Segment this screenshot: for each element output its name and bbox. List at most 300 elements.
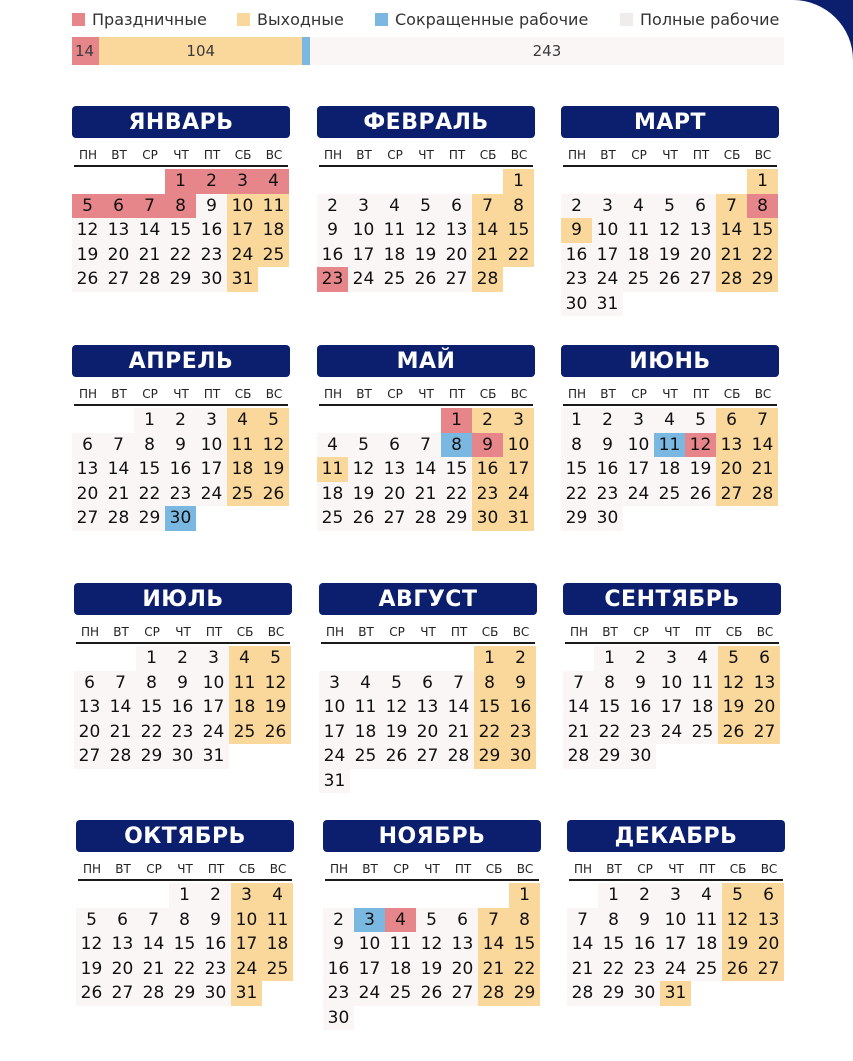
day-cell: 6 (685, 194, 716, 219)
day-cell: 12 (381, 695, 412, 720)
month-title: ОКТЯБРЬ (76, 820, 294, 852)
day-cell: 25 (654, 482, 685, 507)
weekday-divider (319, 165, 533, 167)
weekday-label: ВС (265, 148, 283, 162)
day-cell: 18 (687, 695, 718, 720)
day-cell: 15 (509, 932, 540, 957)
month-8 (319, 583, 537, 803)
weekday-label: СБ (238, 862, 256, 876)
day-cell: 23 (323, 981, 354, 1006)
day-cell: 23 (472, 482, 503, 507)
day-cell: 13 (72, 457, 103, 482)
day-cell: 9 (196, 194, 227, 219)
legend-label: Праздничные (92, 9, 207, 29)
day-cell: 22 (509, 957, 540, 982)
day-cell: 12 (260, 671, 291, 696)
day-cell: 13 (685, 218, 716, 243)
legend-swatch (237, 13, 250, 26)
day-cell: 11 (691, 908, 722, 933)
day-cell: 27 (103, 267, 134, 292)
weekday-label: СБ (479, 387, 497, 401)
weekday-label: ВТ (600, 387, 616, 401)
weekday-label: ВТ (358, 625, 374, 639)
day-cell: 21 (138, 957, 169, 982)
day-cell: 23 (629, 957, 660, 982)
weekday-label: СР (146, 862, 162, 876)
month-title: ЯНВАРЬ (72, 106, 290, 138)
day-cell: 4 (654, 408, 685, 433)
day-cell: 29 (594, 744, 625, 769)
day-cell: 16 (167, 695, 198, 720)
weekday-label: СР (142, 148, 158, 162)
month-title: ДЕКАБРЬ (567, 820, 785, 852)
day-cell: 2 (165, 408, 196, 433)
day-cell: 20 (447, 957, 478, 982)
month-6 (561, 345, 779, 565)
summary-segment-label: 104 (186, 42, 216, 60)
weekday-label: ВТ (111, 148, 127, 162)
legend-swatch (375, 13, 388, 26)
day-cell: 25 (262, 957, 293, 982)
day-cell: 12 (258, 433, 289, 458)
day-cell: 15 (474, 695, 505, 720)
day-cell: 19 (258, 457, 289, 482)
day-cell: 12 (72, 218, 103, 243)
day-cell: 25 (350, 744, 381, 769)
day-cell: 5 (410, 194, 441, 219)
day-cell: 25 (385, 981, 416, 1006)
day-cell: 10 (354, 932, 385, 957)
weekday-label: ПН (323, 387, 343, 401)
day-cell: 20 (753, 932, 784, 957)
day-cell: 3 (623, 408, 654, 433)
days-summary-bar (72, 37, 784, 65)
weekday-label: ПТ (203, 148, 221, 162)
day-cell: 8 (509, 908, 540, 933)
day-cell: 29 (169, 981, 200, 1006)
day-cell: 24 (660, 957, 691, 982)
day-cell: 19 (76, 957, 107, 982)
day-cell: 28 (134, 267, 165, 292)
day-cell: 2 (317, 194, 348, 219)
day-cell: 3 (660, 883, 691, 908)
day-cell: 11 (379, 218, 410, 243)
day-cell: 11 (258, 194, 289, 219)
weekday-label: СБ (481, 625, 499, 639)
day-cell: 28 (563, 744, 594, 769)
month-title: МАРТ (561, 106, 779, 138)
day-cell: 22 (561, 482, 592, 507)
month-title: АПРЕЛЬ (72, 345, 290, 377)
day-cell: 24 (348, 267, 379, 292)
day-cell: 19 (718, 695, 749, 720)
day-cell: 10 (319, 695, 350, 720)
day-cell: 15 (747, 218, 778, 243)
weekday-label: СР (631, 387, 647, 401)
day-cell: 24 (623, 482, 654, 507)
day-cell: 22 (134, 482, 165, 507)
day-cell: 22 (474, 720, 505, 745)
weekday-label: ЧТ (424, 862, 440, 876)
legend-item-full-workdays (620, 8, 779, 30)
day-cell: 5 (718, 646, 749, 671)
day-cell: 22 (165, 243, 196, 268)
weekday-divider (76, 642, 290, 644)
day-cell: 11 (262, 908, 293, 933)
month-title: НОЯБРЬ (323, 820, 541, 852)
month-title: АВГУСТ (319, 583, 537, 615)
day-cell: 18 (623, 243, 654, 268)
day-cell: 28 (747, 482, 778, 507)
weekday-label: ПН (329, 862, 349, 876)
day-cell: 15 (441, 457, 472, 482)
day-cell: 21 (472, 243, 503, 268)
day-cell: 4 (385, 908, 416, 933)
weekday-label: ЧТ (175, 625, 191, 639)
summary-segment (302, 37, 310, 65)
weekday-label: ВТ (113, 625, 129, 639)
day-cell: 20 (412, 720, 443, 745)
weekday-divider (563, 165, 777, 167)
day-cell: 30 (592, 506, 623, 531)
day-cell: 8 (169, 908, 200, 933)
legend-item-holidays (72, 8, 207, 30)
day-cell: 18 (654, 457, 685, 482)
day-cell: 16 (592, 457, 623, 482)
day-cell: 27 (107, 981, 138, 1006)
day-cell: 2 (505, 646, 536, 671)
day-cell: 7 (410, 433, 441, 458)
day-cell: 4 (229, 646, 260, 671)
weekday-label: СБ (479, 148, 497, 162)
day-cell: 19 (381, 720, 412, 745)
day-cell: 17 (503, 457, 534, 482)
day-cell: 24 (503, 482, 534, 507)
day-cell: 2 (323, 908, 354, 933)
weekday-label: ВС (265, 387, 283, 401)
day-cell: 30 (200, 981, 231, 1006)
day-cell: 27 (749, 720, 780, 745)
legend-item-short-workdays (375, 8, 588, 30)
weekday-label: ВС (510, 387, 528, 401)
day-cell: 16 (505, 695, 536, 720)
weekday-label: ВС (267, 625, 285, 639)
day-cell: 10 (231, 908, 262, 933)
day-cell: 28 (472, 267, 503, 292)
day-cell: 30 (323, 1006, 354, 1031)
day-cell: 28 (410, 506, 441, 531)
weekday-label: СР (144, 625, 160, 639)
day-cell: 7 (478, 908, 509, 933)
weekday-label: ВС (760, 862, 778, 876)
day-cell: 26 (410, 267, 441, 292)
day-cell: 8 (134, 433, 165, 458)
day-cell: 26 (654, 267, 685, 292)
weekday-label: ПН (78, 148, 98, 162)
day-cell: 27 (685, 267, 716, 292)
day-cell: 24 (656, 720, 687, 745)
month-10 (76, 820, 294, 1040)
weekday-label: СБ (729, 862, 747, 876)
day-cell: 18 (262, 932, 293, 957)
weekday-label: ПТ (450, 625, 468, 639)
day-cell: 5 (260, 646, 291, 671)
day-cell: 11 (227, 433, 258, 458)
weekday-label: СБ (725, 625, 743, 639)
day-cell: 14 (567, 932, 598, 957)
day-cell: 10 (198, 671, 229, 696)
day-cell: 30 (629, 981, 660, 1006)
day-cell: 3 (196, 408, 227, 433)
day-cell: 27 (74, 744, 105, 769)
day-cell: 28 (567, 981, 598, 1006)
day-cell: 21 (716, 243, 747, 268)
day-cell: 22 (441, 482, 472, 507)
day-cell: 19 (722, 932, 753, 957)
day-cell: 1 (441, 408, 472, 433)
day-cell: 24 (231, 957, 262, 982)
day-cell: 6 (379, 433, 410, 458)
day-cell: 7 (747, 408, 778, 433)
day-cell: 1 (169, 883, 200, 908)
day-cell: 5 (381, 671, 412, 696)
weekday-divider (74, 165, 288, 167)
day-cell: 10 (656, 671, 687, 696)
day-cell: 24 (319, 744, 350, 769)
day-cell: 17 (198, 695, 229, 720)
day-cell: 29 (747, 267, 778, 292)
day-cell: 20 (74, 720, 105, 745)
day-cell: 16 (323, 957, 354, 982)
day-cell: 29 (598, 981, 629, 1006)
month-12 (567, 820, 785, 1040)
weekday-label: СБ (485, 862, 503, 876)
day-cell: 25 (379, 267, 410, 292)
day-cell: 30 (196, 267, 227, 292)
day-cell: 28 (716, 267, 747, 292)
day-cell: 14 (134, 218, 165, 243)
day-cell: 25 (623, 267, 654, 292)
day-cell: 15 (598, 932, 629, 957)
day-cell: 26 (416, 981, 447, 1006)
day-cell: 13 (716, 433, 747, 458)
weekday-divider (565, 642, 779, 644)
day-cell: 1 (594, 646, 625, 671)
day-cell: 21 (134, 243, 165, 268)
day-cell: 10 (623, 433, 654, 458)
day-cell: 6 (716, 408, 747, 433)
day-cell: 18 (258, 218, 289, 243)
day-cell: 19 (416, 957, 447, 982)
day-cell: 5 (348, 433, 379, 458)
day-cell: 11 (654, 433, 685, 458)
day-cell: 15 (165, 218, 196, 243)
day-cell: 9 (200, 908, 231, 933)
month-2 (317, 106, 535, 326)
day-cell: 18 (385, 957, 416, 982)
day-cell: 26 (72, 267, 103, 292)
day-cell: 13 (107, 932, 138, 957)
day-cell: 3 (231, 883, 262, 908)
day-cell: 6 (447, 908, 478, 933)
day-cell: 18 (317, 482, 348, 507)
day-cell: 19 (654, 243, 685, 268)
weekday-label: ПТ (694, 625, 712, 639)
legend-label: Сокращенные рабочие (395, 9, 589, 29)
day-cell: 23 (196, 243, 227, 268)
day-cell: 9 (625, 671, 656, 696)
weekday-divider (78, 879, 292, 881)
day-cell: 20 (441, 243, 472, 268)
day-cell: 20 (749, 695, 780, 720)
day-cell: 6 (753, 883, 784, 908)
day-cell: 27 (447, 981, 478, 1006)
day-cell: 15 (134, 457, 165, 482)
day-cell: 3 (503, 408, 534, 433)
day-cell: 12 (348, 457, 379, 482)
summary-segment-label: 243 (532, 42, 562, 60)
day-cell: 21 (410, 482, 441, 507)
day-cell: 25 (258, 243, 289, 268)
day-cell: 26 (260, 720, 291, 745)
day-cell: 16 (196, 218, 227, 243)
day-cell: 24 (354, 981, 385, 1006)
weekday-label: ВТ (362, 862, 378, 876)
day-cell: 27 (716, 482, 747, 507)
day-cell: 26 (685, 482, 716, 507)
day-cell: 21 (105, 720, 136, 745)
weekday-label: СР (142, 387, 158, 401)
weekday-label: ВТ (115, 862, 131, 876)
day-cell: 7 (563, 671, 594, 696)
weekday-label: ПТ (203, 387, 221, 401)
day-cell: 12 (718, 671, 749, 696)
day-cell: 30 (625, 744, 656, 769)
day-cell: 4 (623, 194, 654, 219)
day-cell: 14 (747, 433, 778, 458)
day-cell: 14 (478, 932, 509, 957)
day-cell: 13 (441, 218, 472, 243)
day-cell: 7 (138, 908, 169, 933)
day-cell: 1 (598, 883, 629, 908)
day-cell: 30 (505, 744, 536, 769)
day-cell: 12 (416, 932, 447, 957)
day-cell: 23 (592, 482, 623, 507)
month-title: ФЕВРАЛЬ (317, 106, 535, 138)
day-cell: 19 (685, 457, 716, 482)
weekday-label: ЧТ (173, 387, 189, 401)
day-cell: 11 (623, 218, 654, 243)
day-cell: 2 (561, 194, 592, 219)
day-cell: 27 (753, 957, 784, 982)
day-cell: 9 (592, 433, 623, 458)
day-cell: 27 (72, 506, 103, 531)
weekday-label: СБ (236, 625, 254, 639)
weekday-label: ЧТ (418, 387, 434, 401)
day-cell: 28 (138, 981, 169, 1006)
day-cell: 28 (478, 981, 509, 1006)
day-cell: 25 (229, 720, 260, 745)
day-cell: 15 (594, 695, 625, 720)
weekday-label: ВТ (356, 387, 372, 401)
weekday-label: ЧТ (664, 625, 680, 639)
weekday-label: ЧТ (177, 862, 193, 876)
weekday-label: ВС (754, 387, 772, 401)
day-cell: 22 (747, 243, 778, 268)
day-cell: 7 (134, 194, 165, 219)
weekday-divider (321, 642, 535, 644)
day-cell: 23 (505, 720, 536, 745)
day-cell: 11 (317, 457, 348, 482)
day-cell: 22 (136, 720, 167, 745)
day-cell: 8 (561, 433, 592, 458)
day-cell: 30 (561, 292, 592, 317)
day-cell: 28 (105, 744, 136, 769)
day-cell: 25 (687, 720, 718, 745)
weekday-label: ЧТ (418, 148, 434, 162)
day-cell: 19 (348, 482, 379, 507)
day-cell: 18 (350, 720, 381, 745)
day-cell: 5 (416, 908, 447, 933)
day-cell: 29 (165, 267, 196, 292)
day-cell: 9 (317, 218, 348, 243)
day-cell: 26 (718, 720, 749, 745)
day-cell: 5 (722, 883, 753, 908)
weekday-label: ВС (756, 625, 774, 639)
summary-segment (99, 37, 302, 65)
weekday-label: ВС (754, 148, 772, 162)
legend (72, 8, 802, 30)
day-cell: 17 (227, 218, 258, 243)
weekday-label: ЧТ (173, 148, 189, 162)
day-cell: 8 (594, 671, 625, 696)
day-cell: 22 (598, 957, 629, 982)
day-cell: 10 (227, 194, 258, 219)
day-cell: 24 (592, 267, 623, 292)
day-cell: 23 (165, 482, 196, 507)
day-cell: 5 (654, 194, 685, 219)
day-cell: 26 (722, 957, 753, 982)
day-cell: 3 (354, 908, 385, 933)
day-cell: 19 (72, 243, 103, 268)
day-cell: 17 (348, 243, 379, 268)
day-cell: 13 (379, 457, 410, 482)
day-cell: 10 (503, 433, 534, 458)
day-cell: 21 (103, 482, 134, 507)
day-cell: 28 (103, 506, 134, 531)
day-cell: 2 (167, 646, 198, 671)
weekday-label: ПН (569, 625, 589, 639)
day-cell: 12 (722, 908, 753, 933)
day-cell: 9 (505, 671, 536, 696)
day-cell: 3 (227, 169, 258, 194)
weekday-label: ПТ (207, 862, 225, 876)
day-cell: 14 (716, 218, 747, 243)
weekday-label: СР (637, 862, 653, 876)
weekday-label: ПТ (448, 387, 466, 401)
day-cell: 4 (317, 433, 348, 458)
day-cell: 27 (412, 744, 443, 769)
month-5 (317, 345, 535, 565)
day-cell: 12 (654, 218, 685, 243)
weekday-label: ПТ (454, 862, 472, 876)
weekday-label: СР (631, 148, 647, 162)
weekday-label: ВС (269, 862, 287, 876)
day-cell: 12 (410, 218, 441, 243)
day-cell: 5 (72, 194, 103, 219)
month-7 (74, 583, 292, 803)
day-cell: 23 (561, 267, 592, 292)
